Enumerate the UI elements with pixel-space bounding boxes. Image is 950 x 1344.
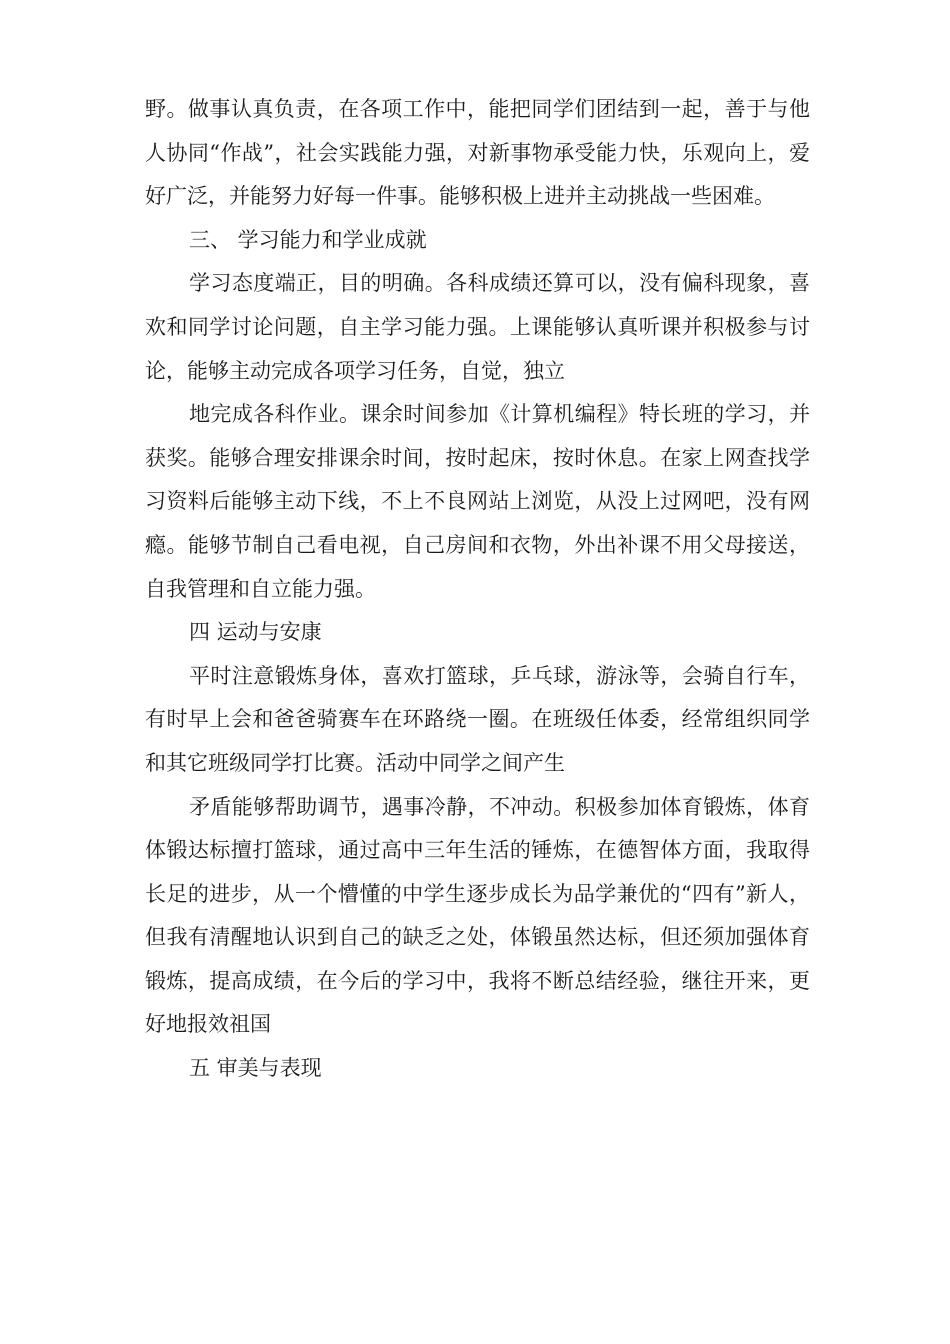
section-heading-3: 三、 学习能力和学业成就 [189,227,427,252]
paragraph: 地完成各科作业。课余时间参加《计算机编程》特长班的学习，并获奖。能够合理安排课余时间，按时起床，按时休息。在家上网查找学习资料后能够主动下线，不上不良网站上浏览，从没上过网吧，没有网瘾。能够节制自己看电视，自己房间和衣物，外出补课不用父母接送，自我管理和自立能力强。 [145,402,810,601]
section-heading-4: 四 运动与安康 [189,620,322,645]
paragraph: 学习态度端正，目的明确。各科成绩还算可以，没有偏科现象，喜欢和同学讨论问题，自主学习能力强。上课能够认真听课并积极参与讨论，能够主动完成各项学习任务，自觉，独立 [145,271,810,383]
paragraph: 平时注意锻炼身体，喜欢打篮球，乒乓球，游泳等，会骑自行车，有时早上会和爸爸骑赛车在环路绕一圈。在班级任体委，经常组织同学和其它班级同学打比赛。活动中同学之间产生 [145,663,810,775]
paragraph: 矛盾能够帮助调节，遇事冷静，不冲动。积极参加体育锻炼，体育体锻达标擅打篮球，通过高中三年生活的锤炼，在德智体方面，我取得长足的进步，从一个懵懂的中学生逐步成长为品学兼优的“四有”新人，但我有清醒地认识到自己的缺乏之处，体锻虽然达标，但还须加强体育锻炼，提高成绩，在今后的学习中，我将不断总结经验，继往开来，更好地报效祖国 [145,794,810,1037]
section-heading-5: 五 审美与表现 [189,1056,322,1081]
paragraph-continuation: 野。做事认真负责，在各项工作中，能把同学们团结到一起，善于与他人协同“作战”，社会实践能力强，对新事物承受能力快，乐观向上，爱好广泛，并能努力好每一件事。能够积极上进并主动挑战一些困难。 [145,97,810,209]
document-body [145,88,810,1091]
